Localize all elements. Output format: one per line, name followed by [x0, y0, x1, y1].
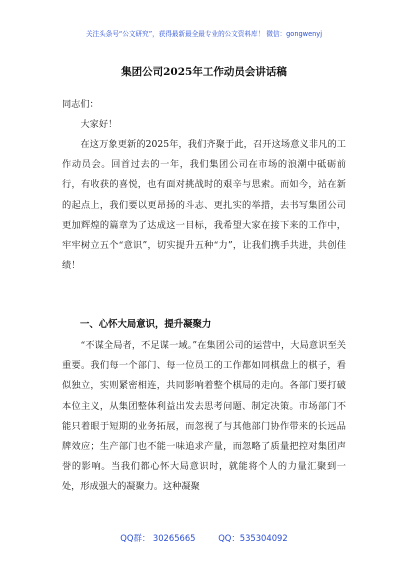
paragraph-greeting: 大家好！: [80, 119, 118, 130]
paragraph-section-one: “不谋全局者，不足谋一域。”在集团公司的运营中，大局意识至关重要。我们每一个部门、每一位员工的工作都如同棋盘上的棋子，看似独立，实则紧密相连，共同影响着整个棋局的走向。各部门要打破本位主义，从集团整体利益出发去思考问题、制定决策。市场部门不能只着眼于短期的业务拓展，而忽视了与其他部门协作带来的长远品牌效应；生产部门也不能一味追求产量，而忽略了质量把控对集团声誉的影响。当我们都心怀大局意识时，就能将个人的力量汇聚到一处，形成强大的凝聚力。这种凝聚: [62, 340, 346, 493]
paragraph-intro: 在这万象更新的2025年，我们齐聚于此，召开这场意义非凡的工作动员会。回首过去的一年，我们集团公司在市场的浪潮中砥砺前行，有收获的喜悦，也有面对挑战时的艰辛与思索。而如今，站在新的起点上，我们要以更昂扬的斗志、更扎实的举措，去书写集团公司更加辉煌的篇章为了达成这一目标，我希望大家在接下来的工作中，牢牢树立五个“意识”，切实提升五种“力”，让我们携手共进，共创佳绩！: [62, 139, 346, 272]
qq-contact-label: QQ：535304092: [218, 533, 288, 543]
section-heading: 一、心怀大局意识，提升凝聚力: [80, 319, 212, 330]
qq-group-label: QQ群： 30265665: [120, 533, 196, 543]
promo-banner: 关注头条号“公文研究”，获得最新最全最专业的公文资料库！ 微信：gongwenyj: [85, 30, 323, 38]
salutation: 同志们：: [62, 99, 99, 110]
page-title: 集团公司2025年工作动员会讲话稿: [121, 66, 287, 78]
contact-footer: [0, 532, 408, 544]
